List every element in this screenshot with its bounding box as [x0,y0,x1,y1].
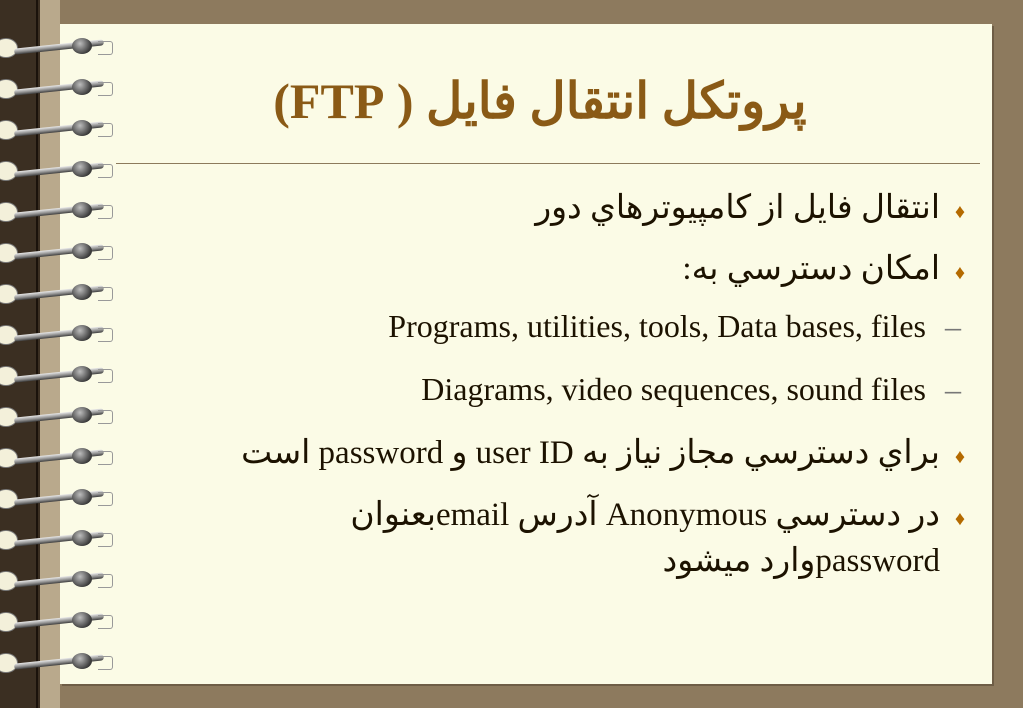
ring-tab [98,615,113,629]
ring-tab [98,369,113,383]
ring-tab [98,574,113,588]
spiral-ring [0,651,130,677]
bullet-text: در دسترسي Anonymous آدرس emailبعنوان [350,497,940,533]
bullet-text: امکان دسترسي به: [682,251,940,287]
bullet-item [682,248,980,288]
spiral-ring [0,528,130,554]
slide-title: پروتکل انتقال فایل ( FTP) [273,73,807,129]
spiral-ring [0,200,130,226]
bullet-text: براي دسترسي مجاز نياز به user ID و password است [241,435,940,471]
sub-bullet-item [388,308,980,345]
ring-knob [72,571,92,587]
ring-knob [72,161,92,177]
ring-knob [72,612,92,628]
spiral-ring [0,610,130,636]
ring-knob [72,366,92,382]
diamond-bullet-icon: ♦ [954,201,966,223]
title-divider [116,163,980,164]
ring-tab [98,41,113,55]
bullet-text: passwordوارد ميشود [662,543,940,579]
bullet-item [535,187,980,227]
ring-knob [72,79,92,95]
ring-tab [98,287,113,301]
ring-tab [98,451,113,465]
ring-knob [72,120,92,136]
diamond-bullet-icon: ♦ [954,262,966,284]
ring-knob [72,202,92,218]
diamond-bullet-icon: ♦ [954,508,966,530]
spiral-ring [0,405,130,431]
ring-tab [98,205,113,219]
ring-knob [72,407,92,423]
ring-tab [98,123,113,137]
ring-knob [72,325,92,341]
ring-tab [98,82,113,96]
spiral-ring [0,487,130,513]
ring-tab [98,410,113,424]
ring-knob [72,243,92,259]
dash-bullet-icon: – [945,308,961,344]
bullet-text: انتقال فايل از کامپيوترهاي دور [535,190,940,226]
sub-bullet-text: Programs, utilities, tools, Data bases, files [388,308,926,344]
spiral-ring [0,282,130,308]
spiral-ring [0,569,130,595]
ring-tab [98,246,113,260]
ring-knob [72,284,92,300]
ring-knob [72,38,92,54]
ring-tab [98,656,113,670]
spiral-ring [0,364,130,390]
spiral-ring [0,323,130,349]
bullet-continuation [663,540,980,580]
spiral-ring [0,36,130,62]
diamond-bullet-icon: ♦ [954,446,966,468]
spiral-rings [0,0,130,708]
ring-tab [98,328,113,342]
bullet-item [350,494,980,534]
sub-bullet-text: Diagrams, video sequences, sound files [421,371,926,407]
ring-knob [72,530,92,546]
ring-knob [72,653,92,669]
ring-tab [98,533,113,547]
ring-tab [98,164,113,178]
spiral-ring [0,241,130,267]
ring-knob [72,448,92,464]
spiral-ring [0,159,130,185]
sub-bullet-item [421,371,980,408]
dash-bullet-icon: – [945,371,961,407]
spiral-ring [0,446,130,472]
ring-tab [98,492,113,506]
ring-knob [72,489,92,505]
spiral-ring [0,77,130,103]
spiral-ring [0,118,130,144]
bullet-item [241,432,980,472]
